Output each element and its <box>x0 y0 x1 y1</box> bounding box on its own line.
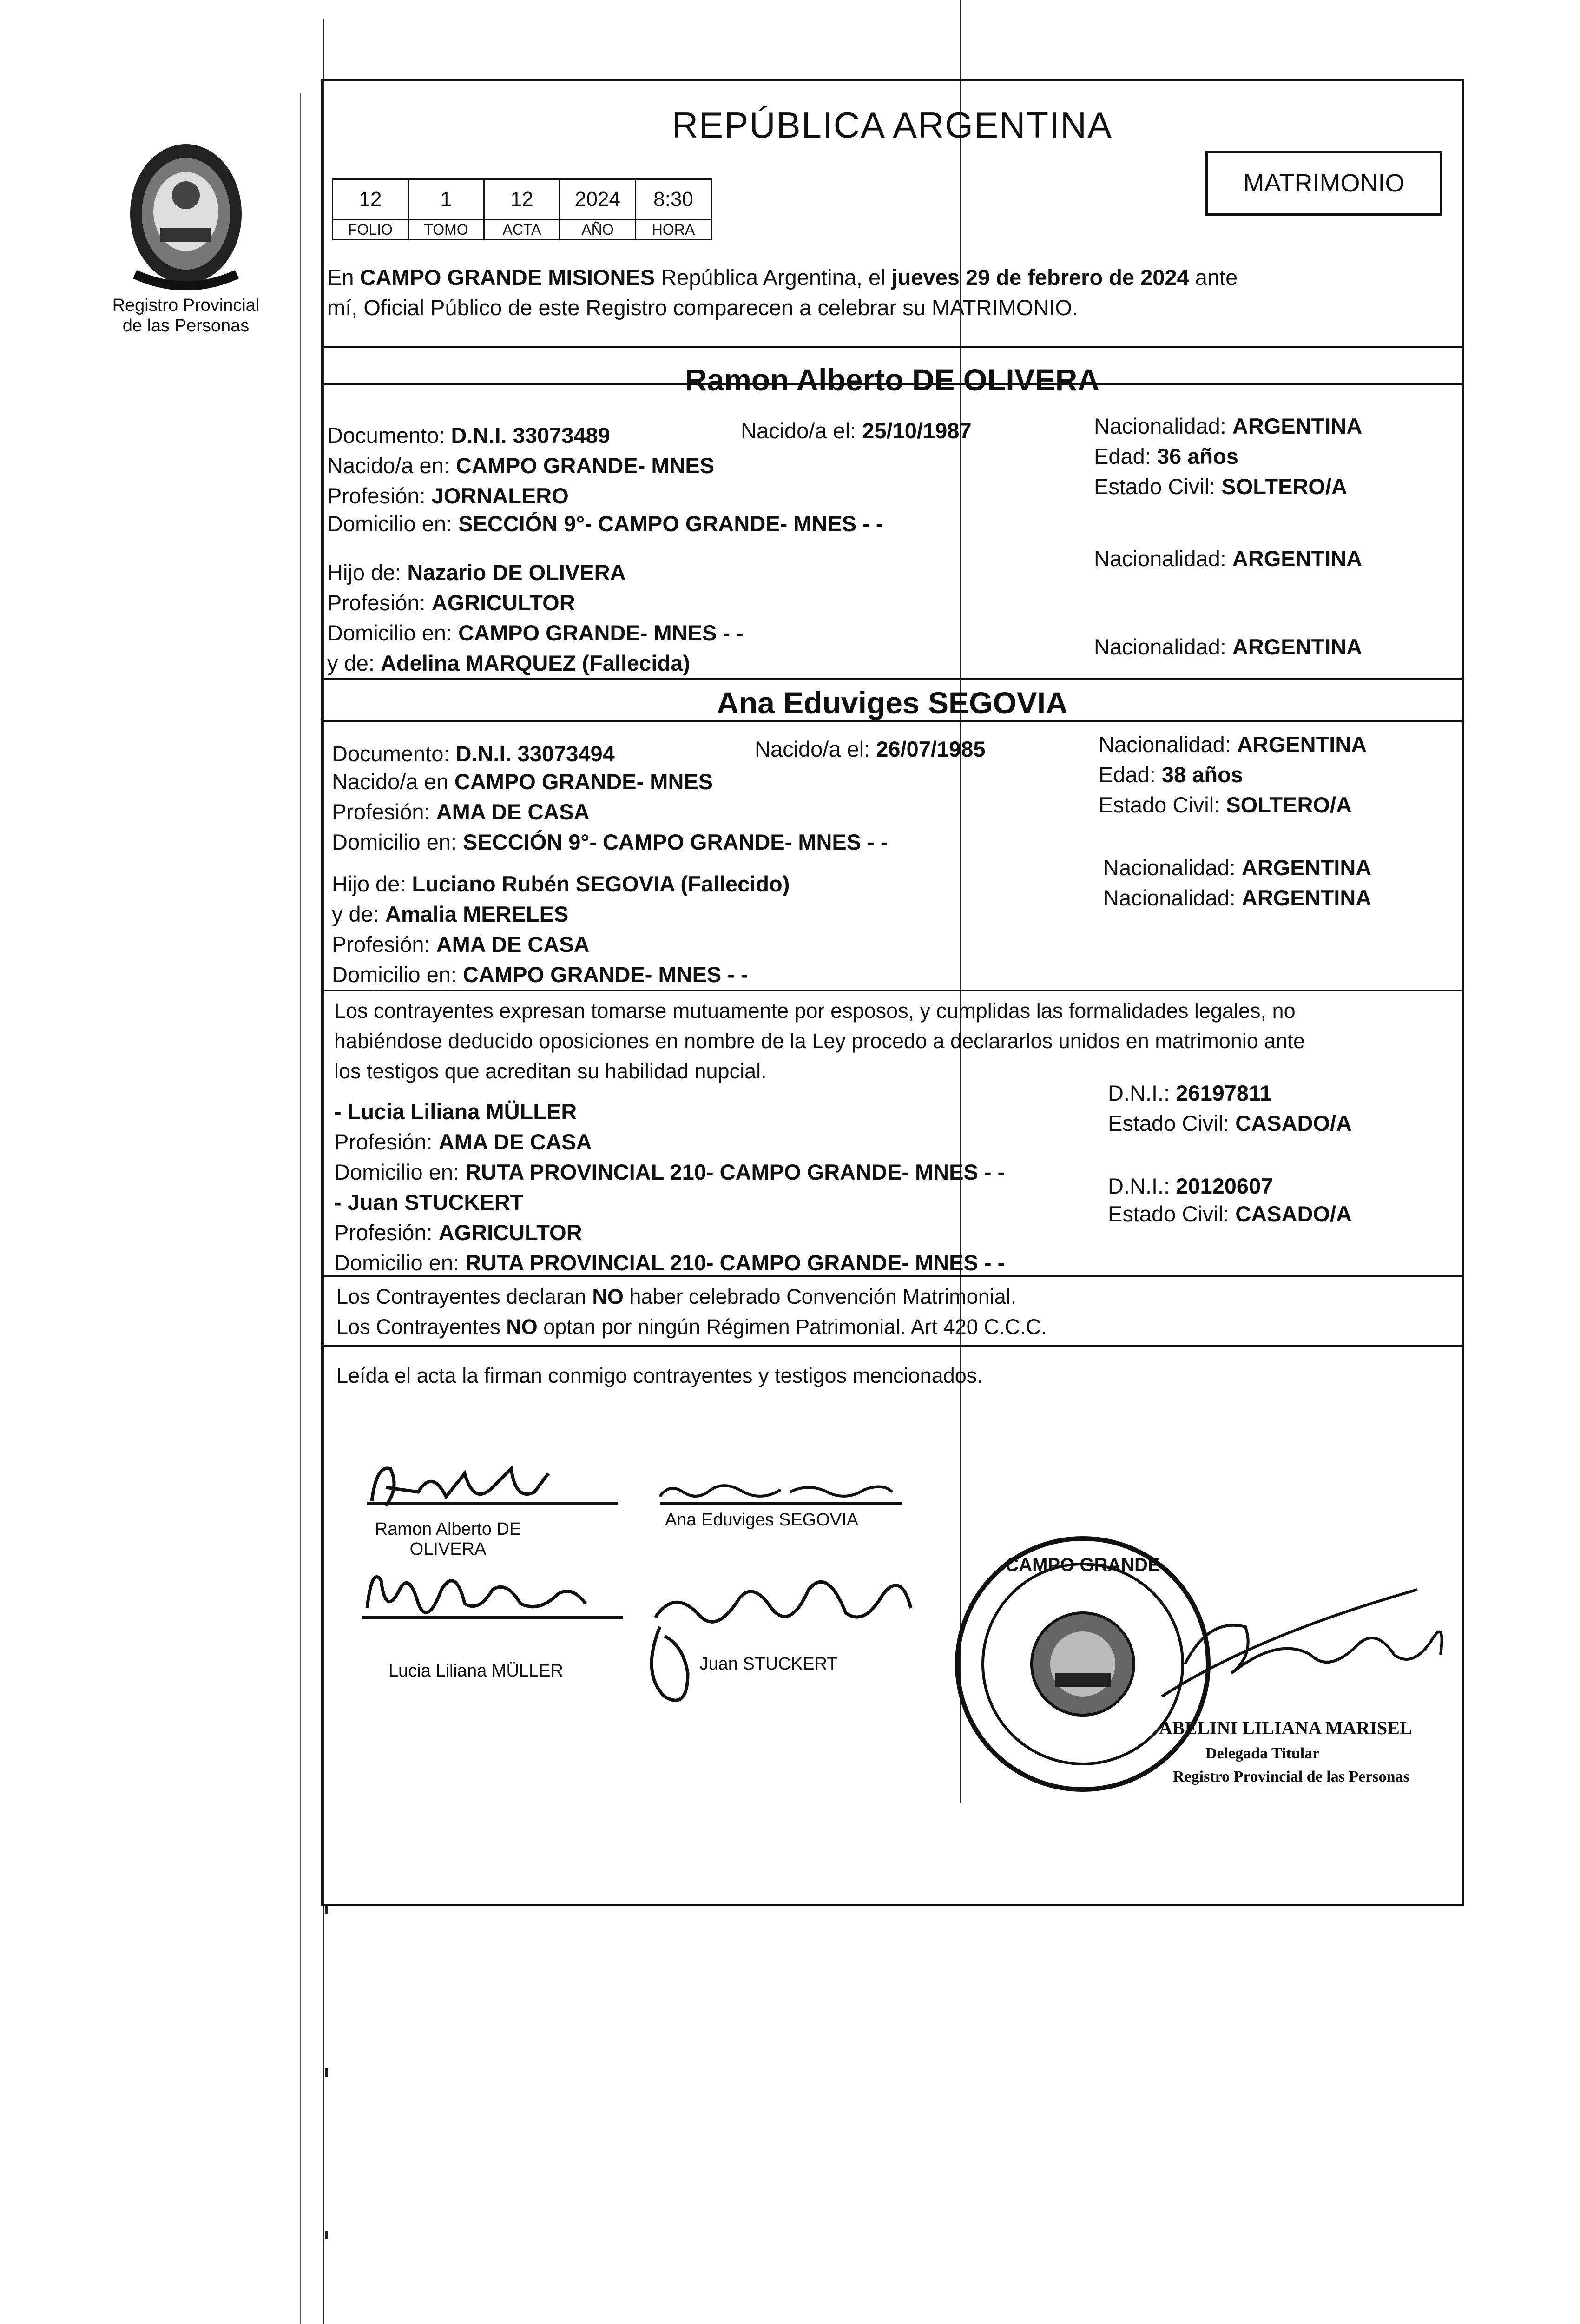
c2-documento: Documento: D.N.I. 33073494 <box>332 741 615 766</box>
c1-nacido-en: Nacido/a en: CAMPO GRANDE- MNES <box>327 453 715 478</box>
firma-testigo1-caption: Lucia Liliana MÜLLER <box>388 1661 563 1681</box>
stamp-city-text: CAMPO GRANDE <box>1005 1555 1160 1575</box>
testigo1-dni: D.N.I.: 26197811 <box>1108 1081 1272 1105</box>
firma-contrayente2-caption: Ana Eduviges SEGOVIA <box>665 1510 859 1530</box>
testigo2-name: - Juan STUCKERT <box>334 1190 524 1215</box>
anio-label: AÑO <box>560 220 636 240</box>
c2-madre-profesion: Profesión: AMA DE CASA <box>332 932 590 957</box>
c2-padre-nacionalidad: Nacionalidad: ARGENTINA <box>1103 855 1372 880</box>
c2-madre: y de: Amalia MERELES <box>332 902 569 926</box>
tomo-label: TOMO <box>408 220 484 240</box>
oficial-cargo: Delegada Titular <box>1205 1745 1320 1762</box>
oficial-signature-icon <box>1162 1590 1442 1697</box>
convencion-line-2: Los Contrayentes NO optan por ningún Régimen Patrimonial. Art 420 C.C.C. <box>336 1315 1047 1339</box>
c1-documento: Documento: D.N.I. 33073489 <box>327 423 610 448</box>
testigo1-name: - Lucia Liliana MÜLLER <box>334 1099 577 1124</box>
intro-line-2: mí, Oficial Público de este Registro comparecen a celebrar su MATRIMONIO. <box>327 295 1078 320</box>
c2-estado-civil: Estado Civil: SOLTERO/A <box>1099 792 1352 817</box>
declaracion-line-3: los testigos que acreditan su habilidad nupcial. <box>334 1059 767 1083</box>
testigo2-profesion: Profesión: AGRICULTOR <box>334 1220 582 1245</box>
scan-mark <box>325 2231 328 2239</box>
c1-madre: y de: Adelina MARQUEZ (Fallecida) <box>327 651 690 675</box>
c1-domicilio: Domicilio en: SECCIÓN 9°- CAMPO GRANDE- MNES - - <box>327 511 883 536</box>
firma-contrayente2-signature-icon <box>660 1486 902 1504</box>
registro-label-line2: de las Personas <box>122 316 250 336</box>
c1-padre-nacionalidad: Nacionalidad: ARGENTINA <box>1094 546 1363 571</box>
oficial-name: ABELINI LILIANA MARISEL <box>1159 1717 1412 1738</box>
c2-domicilio: Domicilio en: SECCIÓN 9°- CAMPO GRANDE- MNES - - <box>332 830 888 854</box>
declaracion-line-2: habiéndose deducido oposiciones en nombre de la Ley procedo a declararlos unidos en matrimonio ante <box>334 1029 1305 1053</box>
hora-value: 8:30 <box>636 179 711 220</box>
c2-padre: Hijo de: Luciano Rubén SEGOVIA (Fallecido) <box>332 872 790 896</box>
c1-estado-civil: Estado Civil: SOLTERO/A <box>1094 474 1347 499</box>
c1-edad: Edad: 36 años <box>1094 444 1238 469</box>
declaracion-line-1: Los contrayentes expresan tomarse mutuamente por esposos, y cumplidas las formalidades legales, no <box>334 999 1296 1023</box>
hora-label: HORA <box>636 220 711 240</box>
scan-mark <box>325 1906 328 1914</box>
c1-madre-nacionalidad: Nacionalidad: ARGENTINA <box>1094 634 1363 659</box>
anio-value: 2024 <box>560 179 636 220</box>
oficial-registro: Registro Provincial de las Personas <box>1173 1768 1409 1785</box>
firma-testigo1-signature-icon <box>362 1577 623 1618</box>
tomo-value: 1 <box>408 179 484 220</box>
testigo2-domicilio: Domicilio en: RUTA PROVINCIAL 210- CAMPO GRANDE- MNES - - <box>334 1250 1005 1275</box>
testigo1-estado-civil: Estado Civil: CASADO/A <box>1108 1111 1352 1136</box>
cierre-text: Leída el acta la firman conmigo contrayentes y testigos mencionados. <box>336 1364 983 1387</box>
c1-nacionalidad: Nacionalidad: ARGENTINA <box>1094 414 1363 438</box>
c1-padre-profesion: Profesión: AGRICULTOR <box>327 590 575 615</box>
c1-nacido-el: Nacido/a el: 25/10/1987 <box>741 418 972 443</box>
firma-testigo2-signature-icon <box>652 1582 911 1700</box>
acta-label: ACTA <box>484 220 560 240</box>
firma-testigo2-caption: Juan STUCKERT <box>699 1654 838 1674</box>
c2-profesion: Profesión: AMA DE CASA <box>332 799 590 824</box>
page-title: REPÚBLICA ARGENTINA <box>672 105 1113 145</box>
testigo2-estado-civil: Estado Civil: CASADO/A <box>1108 1202 1352 1226</box>
intro-line-1: En CAMPO GRANDE MISIONES República Argentina, el jueves 29 de febrero de 2024 ante <box>327 265 1238 290</box>
c1-padre: Hijo de: Nazario DE OLIVERA <box>327 560 626 585</box>
testigo1-domicilio: Domicilio en: RUTA PROVINCIAL 210- CAMPO GRANDE- MNES - - <box>334 1160 1005 1184</box>
c2-nacido-el: Nacido/a el: 26/07/1985 <box>755 737 986 761</box>
c1-profesion: Profesión: JORNALERO <box>327 483 569 508</box>
c1-padre-domicilio: Domicilio en: CAMPO GRANDE- MNES - - <box>327 621 744 645</box>
c2-nacido-en: Nacido/a en CAMPO GRANDE- MNES <box>332 769 713 794</box>
firma-contrayente1-signature-icon <box>367 1468 618 1506</box>
folio-label: FOLIO <box>333 220 408 240</box>
acta-value: 12 <box>484 179 560 220</box>
convencion-line-1: Los Contrayentes declaran NO haber celebrado Convención Matrimonial. <box>336 1285 1017 1308</box>
folio-value: 12 <box>333 179 408 220</box>
registro-provincial-round-stamp-icon <box>957 1538 1208 1789</box>
c2-madre-domicilio: Domicilio en: CAMPO GRANDE- MNES - - <box>332 962 748 987</box>
contrayente1-name: Ramon Alberto DE OLIVERA <box>685 363 1100 397</box>
testigo2-dni: D.N.I.: 20120607 <box>1108 1174 1273 1198</box>
contrayente2-name: Ana Eduviges SEGOVIA <box>717 686 1068 720</box>
c2-edad: Edad: 38 años <box>1099 762 1243 787</box>
testigo1-profesion: Profesión: AMA DE CASA <box>334 1129 592 1154</box>
acta-type-box: MATRIMONIO <box>1205 151 1442 216</box>
scan-mark <box>325 2068 328 2077</box>
c2-madre-nacionalidad: Nacionalidad: ARGENTINA <box>1103 885 1372 910</box>
c2-nacionalidad: Nacionalidad: ARGENTINA <box>1099 732 1367 757</box>
firma-contrayente1-caption: Ramon Alberto DE OLIVERA <box>375 1519 521 1559</box>
registro-label-line1: Registro Provincial <box>112 296 260 315</box>
